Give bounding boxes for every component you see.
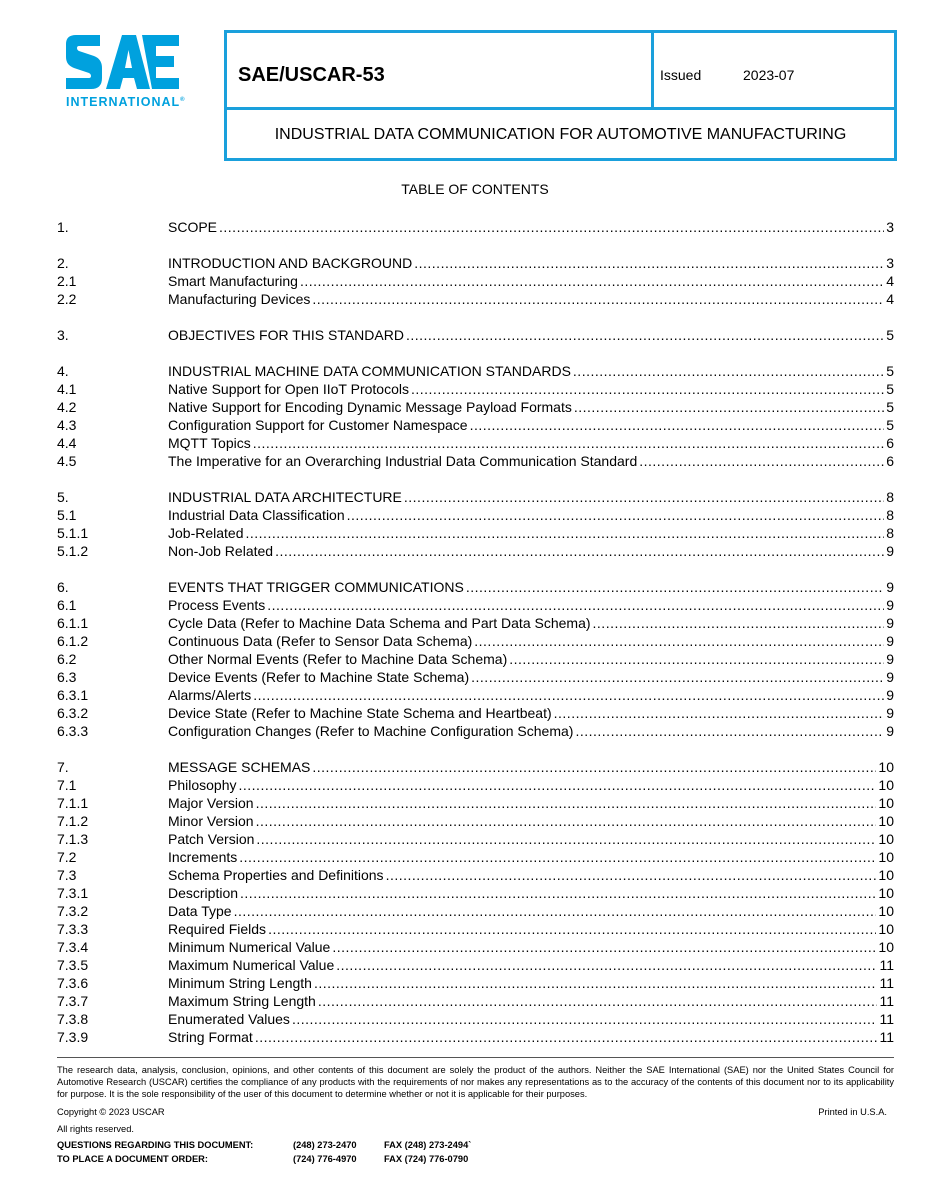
toc-entry-number: 4.5	[57, 453, 77, 469]
toc-heading: TABLE OF CONTENTS	[401, 181, 549, 197]
toc-entry-title: Non-Job Related	[168, 543, 274, 559]
toc-entry-number: 7.1.3	[57, 831, 89, 847]
printed-in-text: Printed in U.S.A.	[818, 1107, 887, 1117]
toc-entry-page: 10	[878, 777, 894, 793]
toc-entry-page: 9	[886, 687, 894, 703]
toc-dot-leader	[470, 416, 885, 434]
toc-entry[interactable]	[57, 884, 894, 902]
questions-fax: FAX (248) 273-2494`	[384, 1140, 472, 1150]
toc-entry-page: 9	[886, 651, 894, 667]
toc-entry[interactable]	[57, 326, 894, 344]
toc-dot-leader	[574, 398, 884, 416]
toc-entry[interactable]	[57, 1028, 894, 1046]
toc-entry-number: 7.1.1	[57, 795, 89, 811]
toc-entry-page: 9	[886, 633, 894, 649]
toc-dot-leader	[256, 812, 877, 830]
toc-entry-page: 4	[886, 273, 894, 289]
toc-entry-number: 7.3.5	[57, 957, 89, 973]
toc-entry-title: Configuration Support for Customer Namespace	[168, 417, 468, 433]
toc-entry-number: 7.3.8	[57, 1011, 89, 1027]
toc-entry-page: 10	[878, 867, 894, 883]
toc-entry-page: 11	[879, 1029, 894, 1045]
toc-entry-number: 4.4	[57, 435, 77, 451]
header-top-row	[227, 33, 894, 110]
toc-entry[interactable]	[57, 686, 894, 704]
toc-dot-leader	[255, 1028, 878, 1046]
toc-dot-leader	[406, 326, 884, 344]
toc-dot-leader	[234, 902, 877, 920]
toc-entry-page: 11	[879, 957, 894, 973]
toc-entry[interactable]	[57, 254, 894, 272]
toc-entry[interactable]	[57, 902, 894, 920]
toc-dot-leader	[300, 272, 884, 290]
toc-entry-title: Industrial Data Classification	[168, 507, 345, 523]
toc-dot-leader	[332, 938, 876, 956]
toc-entry-number: 7.	[57, 759, 69, 775]
toc-entry-title: Major Version	[168, 795, 254, 811]
toc-entry-title: Native Support for Encoding Dynamic Message Payload Formats	[168, 399, 572, 415]
toc-entry-title: INTRODUCTION AND BACKGROUND	[168, 255, 413, 271]
toc-entry-page: 10	[878, 849, 894, 865]
toc-entry-number: 5.1.1	[57, 525, 89, 541]
table-of-contents	[57, 218, 894, 1046]
toc-entry[interactable]	[57, 956, 894, 974]
toc-entry-number: 6.	[57, 579, 69, 595]
toc-dot-leader	[474, 632, 884, 650]
toc-dot-leader	[312, 290, 884, 308]
issued-date: 2023-07	[743, 67, 795, 83]
toc-entry-title: Philosophy	[168, 777, 237, 793]
toc-dot-leader	[509, 650, 884, 668]
toc-entry-title: The Imperative for an Overarching Industrial Data Communication Standard	[168, 453, 638, 469]
toc-entry[interactable]	[57, 290, 894, 308]
toc-entry[interactable]	[57, 758, 894, 776]
toc-entry-page: 6	[886, 453, 894, 469]
toc-entry[interactable]	[57, 272, 894, 290]
toc-dot-leader	[275, 542, 884, 560]
toc-entry-number: 4.3	[57, 417, 77, 433]
toc-entry-number: 4.	[57, 363, 69, 379]
toc-entry[interactable]	[57, 488, 894, 506]
toc-entry-page: 5	[886, 381, 894, 397]
toc-entry-number: 7.1.2	[57, 813, 89, 829]
toc-entry-number: 7.3.4	[57, 939, 89, 955]
toc-dot-leader	[240, 884, 876, 902]
toc-entry-number: 6.1.1	[57, 615, 89, 631]
toc-dot-leader	[573, 362, 884, 380]
toc-entry-title: Native Support for Open IIoT Protocols	[168, 381, 409, 397]
toc-entry-page: 6	[886, 435, 894, 451]
order-fax: FAX (724) 776-0790	[384, 1154, 469, 1164]
toc-entry-title: Minimum Numerical Value	[168, 939, 331, 955]
document-title: INDUSTRIAL DATA COMMUNICATION FOR AUTOMOTIVE MANUFACTURING	[274, 126, 847, 143]
toc-entry-page: 10	[878, 813, 894, 829]
toc-entry[interactable]	[57, 668, 894, 686]
toc-entry-page: 8	[886, 525, 894, 541]
toc-entry-page: 9	[886, 669, 894, 685]
copyright-text: Copyright © 2023 USCAR	[57, 1107, 165, 1117]
toc-entry-title: INDUSTRIAL MACHINE DATA COMMUNICATION STANDARDS	[168, 363, 571, 379]
toc-entry-number: 7.3.2	[57, 903, 89, 919]
toc-entry-page: 9	[886, 615, 894, 631]
toc-entry-number: 5.	[57, 489, 69, 505]
toc-dot-leader	[411, 380, 884, 398]
toc-entry-title: Maximum Numerical Value	[168, 957, 335, 973]
toc-entry-page: 9	[886, 543, 894, 559]
toc-entry[interactable]	[57, 380, 894, 398]
toc-dot-leader	[312, 758, 876, 776]
toc-entry[interactable]	[57, 416, 894, 434]
toc-entry-page: 3	[886, 219, 894, 235]
toc-entry-page: 5	[886, 363, 894, 379]
toc-entry-number: 6.3.1	[57, 687, 89, 703]
toc-entry-number: 1.	[57, 219, 69, 235]
sae-logo-mark	[64, 34, 180, 90]
toc-entry-title: Continuous Data (Refer to Sensor Data Schema)	[168, 633, 473, 649]
toc-entry[interactable]	[57, 722, 894, 740]
toc-entry-page: 8	[886, 489, 894, 505]
toc-entry-page: 5	[886, 327, 894, 343]
toc-entry[interactable]	[57, 920, 894, 938]
toc-entry-title: Minimum String Length	[168, 975, 312, 991]
toc-dot-leader	[239, 776, 877, 794]
toc-entry-title: Required Fields	[168, 921, 267, 937]
toc-entry-number: 2.1	[57, 273, 77, 289]
toc-entry[interactable]	[57, 614, 894, 632]
toc-entry-number: 7.3	[57, 867, 77, 883]
toc-entry-number: 7.3.6	[57, 975, 89, 991]
toc-entry[interactable]	[57, 398, 894, 416]
toc-entry-title: Other Normal Events (Refer to Machine Data Schema)	[168, 651, 508, 667]
toc-entry[interactable]	[57, 938, 894, 956]
toc-entry-title: Minor Version	[168, 813, 254, 829]
toc-entry[interactable]	[57, 506, 894, 524]
toc-entry[interactable]	[57, 452, 894, 470]
toc-dot-leader	[554, 704, 885, 722]
toc-entry-page: 11	[879, 975, 894, 991]
toc-dot-leader	[268, 920, 876, 938]
document-header	[224, 30, 897, 161]
toc-entry-title: Manufacturing Devices	[168, 291, 311, 307]
toc-entry-number: 5.1.2	[57, 543, 89, 559]
toc-dot-leader	[593, 614, 885, 632]
toc-dot-leader	[253, 434, 884, 452]
toc-entry[interactable]	[57, 1010, 894, 1028]
toc-entry-number: 7.3.1	[57, 885, 89, 901]
toc-dot-leader	[386, 866, 877, 884]
toc-entry-number: 6.3.2	[57, 705, 89, 721]
toc-entry-title: Alarms/Alerts	[168, 687, 252, 703]
toc-entry-title: Cycle Data (Refer to Machine Data Schema and Part Data Schema)	[168, 615, 591, 631]
toc-entry-title: MQTT Topics	[168, 435, 251, 451]
toc-entry[interactable]	[57, 434, 894, 452]
toc-entry-title: Schema Properties and Definitions	[168, 867, 384, 883]
toc-dot-leader	[471, 668, 884, 686]
toc-entry-number: 6.2	[57, 651, 77, 667]
disclaimer-text: The research data, analysis, conclusion, opinions, and other contents of this document are solely the product of the authors. Neither the SAE International (SAE) nor the United States Council for Automotive Research (USCAR) certifies the compliance of any products with the requirements of nor makes any representations as to the accuracy of the contents of this document nor to its applicability for purpose. It is the sole responsibility of the user of this document to determine whether or not it is applicable for their purposes.	[57, 1065, 894, 1099]
toc-entry[interactable]	[57, 848, 894, 866]
toc-entry[interactable]	[57, 866, 894, 884]
toc-entry-number: 4.1	[57, 381, 77, 397]
toc-dot-leader	[639, 452, 884, 470]
toc-entry-title: SCOPE	[168, 219, 218, 235]
toc-entry-title: INDUSTRIAL DATA ARCHITECTURE	[168, 489, 402, 505]
toc-dot-leader	[256, 830, 876, 848]
toc-dot-leader	[404, 488, 884, 506]
toc-entry-number: 2.	[57, 255, 69, 271]
toc-dot-leader	[336, 956, 877, 974]
toc-entry[interactable]	[57, 218, 894, 236]
toc-entry[interactable]	[57, 524, 894, 542]
footer-divider	[57, 1057, 894, 1058]
toc-entry-number: 6.3	[57, 669, 77, 685]
toc-entry-title: Maximum String Length	[168, 993, 316, 1009]
toc-entry-number: 3.	[57, 327, 69, 343]
toc-entry-page: 3	[886, 255, 894, 271]
toc-entry-page: 10	[878, 903, 894, 919]
toc-entry[interactable]	[57, 650, 894, 668]
toc-entry[interactable]	[57, 578, 894, 596]
toc-entry-page: 10	[878, 921, 894, 937]
toc-entry-title: EVENTS THAT TRIGGER COMMUNICATIONS	[168, 579, 464, 595]
toc-dot-leader	[347, 506, 885, 524]
questions-label: QUESTIONS REGARDING THIS DOCUMENT:	[57, 1140, 254, 1150]
order-phone: (724) 776-4970	[293, 1154, 357, 1164]
toc-entry-page: 9	[886, 597, 894, 613]
issued-label: Issued	[660, 67, 702, 83]
order-label: TO PLACE A DOCUMENT ORDER:	[57, 1154, 208, 1164]
document-id-cell	[227, 33, 654, 107]
toc-entry-page: 10	[878, 939, 894, 955]
toc-entry[interactable]	[57, 830, 894, 848]
toc-entry-number: 5.1	[57, 507, 77, 523]
toc-entry-page: 10	[878, 885, 894, 901]
toc-dot-leader	[256, 794, 877, 812]
toc-entry[interactable]	[57, 794, 894, 812]
toc-dot-leader	[414, 254, 884, 272]
toc-entry[interactable]	[57, 974, 894, 992]
toc-entry-title: Device State (Refer to Machine State Schema and Heartbeat)	[168, 705, 552, 721]
toc-entry-number: 2.2	[57, 291, 77, 307]
toc-entry-title: Job-Related	[168, 525, 244, 541]
toc-entry-number: 6.3.3	[57, 723, 89, 739]
toc-dot-leader	[575, 722, 884, 740]
toc-entry-page: 9	[886, 705, 894, 721]
toc-entry[interactable]	[57, 542, 894, 560]
document-id: SAE/USCAR-53	[238, 64, 385, 86]
logo-wordmark: INTERNATIONAL®	[66, 95, 185, 109]
toc-dot-leader	[318, 992, 878, 1010]
toc-dot-leader	[292, 1010, 878, 1028]
toc-entry-title: Data Type	[168, 903, 232, 919]
toc-entry-title: Configuration Changes (Refer to Machine Configuration Schema)	[168, 723, 574, 739]
toc-entry[interactable]	[57, 362, 894, 380]
toc-entry-title: Enumerated Values	[168, 1011, 290, 1027]
toc-entry-number: 4.2	[57, 399, 77, 415]
toc-entry-page: 5	[886, 417, 894, 433]
toc-entry-title: Device Events (Refer to Machine State Schema)	[168, 669, 470, 685]
questions-phone: (248) 273-2470	[293, 1140, 357, 1150]
toc-entry-page: 9	[886, 723, 894, 739]
toc-entry[interactable]	[57, 596, 894, 614]
toc-entry-page: 10	[878, 795, 894, 811]
toc-entry-title: OBJECTIVES FOR THIS STANDARD	[168, 327, 404, 343]
toc-entry-title: Description	[168, 885, 239, 901]
toc-entry-number: 7.3.9	[57, 1029, 89, 1045]
toc-entry-title: String Format	[168, 1029, 253, 1045]
toc-dot-leader	[239, 848, 876, 866]
toc-dot-leader	[466, 578, 884, 596]
toc-entry-number: 6.1	[57, 597, 77, 613]
toc-entry[interactable]	[57, 812, 894, 830]
toc-entry-page: 9	[886, 579, 894, 595]
toc-dot-leader	[253, 686, 884, 704]
toc-entry-page: 5	[886, 399, 894, 415]
toc-entry-page: 8	[886, 507, 894, 523]
order-contact	[57, 1154, 468, 1164]
toc-entry-number: 7.1	[57, 777, 77, 793]
toc-entry-page: 10	[878, 831, 894, 847]
toc-dot-leader	[219, 218, 884, 236]
toc-entry-page: 11	[879, 993, 894, 1009]
toc-entry-number: 7.3.3	[57, 921, 89, 937]
toc-entry[interactable]	[57, 776, 894, 794]
toc-dot-leader	[267, 596, 884, 614]
toc-entry-title: Increments	[168, 849, 238, 865]
toc-entry-title: MESSAGE SCHEMAS	[168, 759, 311, 775]
toc-entry-number: 7.2	[57, 849, 77, 865]
toc-entry-title: Smart Manufacturing	[168, 273, 298, 289]
toc-entry-number: 7.3.7	[57, 993, 89, 1009]
toc-dot-leader	[246, 524, 885, 542]
toc-entry-number: 6.1.2	[57, 633, 89, 649]
toc-dot-leader	[314, 974, 878, 992]
questions-contact	[57, 1140, 471, 1150]
toc-entry-page: 11	[879, 1011, 894, 1027]
toc-entry-title: Process Events	[168, 597, 266, 613]
toc-entry[interactable]	[57, 992, 894, 1010]
toc-entry[interactable]	[57, 632, 894, 650]
toc-entry-page: 4	[886, 291, 894, 307]
sae-international-logo	[64, 34, 188, 114]
toc-entry[interactable]	[57, 704, 894, 722]
toc-entry-page: 10	[878, 759, 894, 775]
rights-text: All rights reserved.	[57, 1124, 134, 1134]
toc-entry-title: Patch Version	[168, 831, 255, 847]
